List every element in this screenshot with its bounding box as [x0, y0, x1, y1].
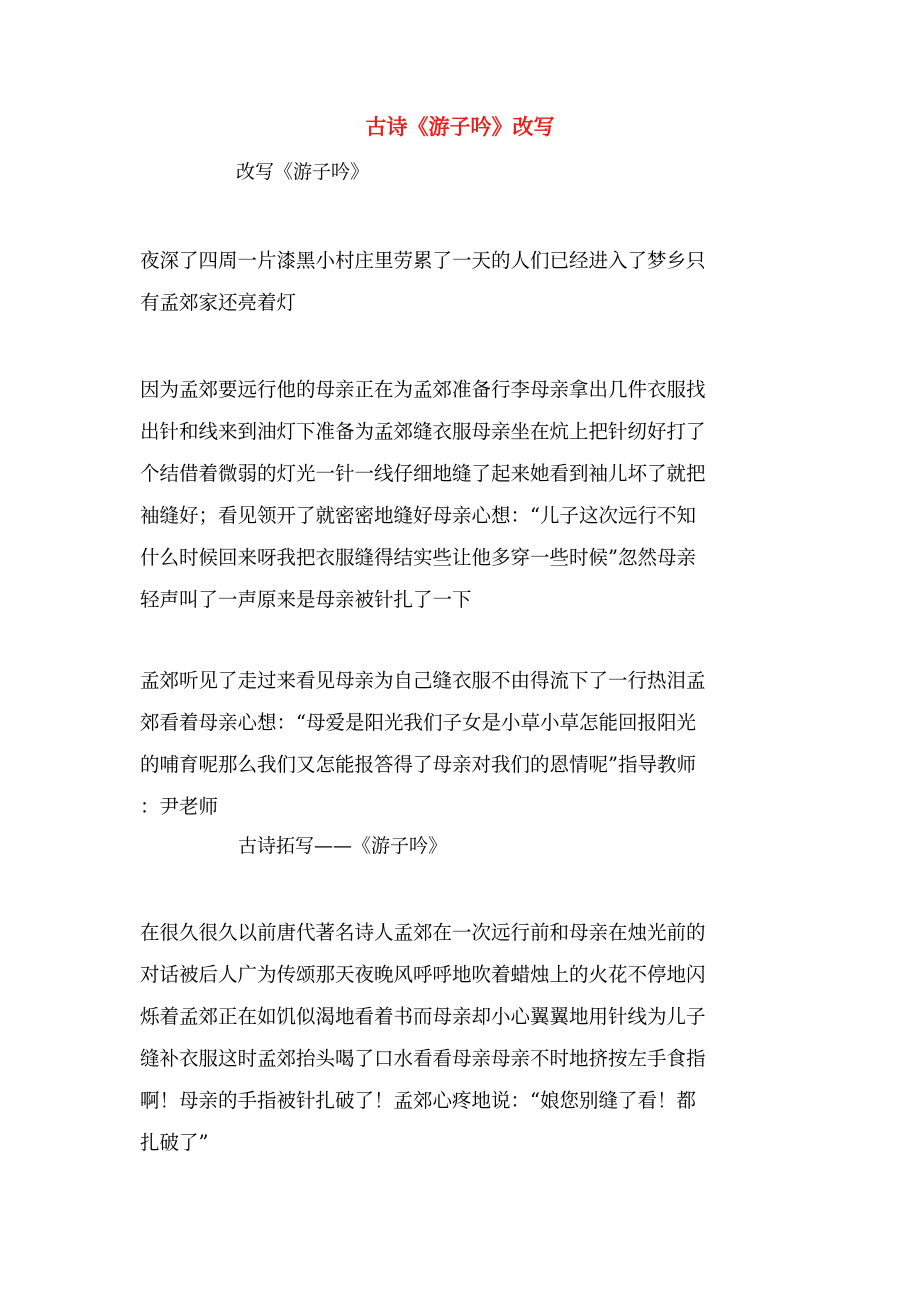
paragraph-line: 烁着孟郊正在如饥似渴地看着书而母亲却小心翼翼地用针线为儿子: [140, 1005, 706, 1028]
paragraph-line: ：尹老师: [140, 795, 219, 818]
paragraph-line: 夜深了四周一片漆黑小村庄里劳累了一天的人们已经进入了梦乡只: [140, 249, 706, 272]
paragraph-line: 在很久很久以前唐代著名诗人孟郊在一次远行前和母亲在烛光前的: [140, 921, 706, 944]
paragraph-line: 轻声叫了一声原来是母亲被针扎了一下: [140, 588, 472, 611]
paragraph-1: [140, 240, 780, 324]
paragraph-line: 郊看着母亲心想：“母爱是阳光我们子女是小草小草怎能回报阳光: [140, 711, 696, 734]
subheading-rewrite: 改写《游子吟》: [236, 161, 370, 183]
subheading-expansion: 古诗拓写——《游子吟》: [238, 835, 448, 857]
paragraph-3: [140, 660, 780, 828]
document-title: 古诗《游子吟》改写: [365, 114, 555, 139]
paragraph-line: 有孟郊家还亮着灯: [140, 291, 297, 314]
paragraph-line: 啊！母亲的手指被针扎破了！孟郊心疼地说：“娘您别缝了看！都: [140, 1089, 696, 1112]
paragraph-line: 对话被后人广为传颂那天夜晚风呼呼地吹着蜡烛上的火花不停地闪: [140, 963, 706, 986]
paragraph-line: 的哺育呢那么我们又怎能报答得了母亲对我们的恩情呢”指导教师: [140, 753, 696, 776]
paragraph-line: 孟郊听见了走过来看见母亲为自己缝衣服不由得流下了一行热泪孟: [140, 669, 706, 692]
paragraph-line: 缝补衣服这时孟郊抬头喝了口水看看母亲母亲不时地挤按左手食指: [140, 1047, 706, 1070]
paragraph-2: [140, 369, 780, 621]
paragraph-line: 出针和线来到油灯下准备为孟郊缝衣服母亲坐在炕上把针纫好打了: [140, 420, 706, 443]
paragraph-line: 因为孟郊要远行他的母亲正在为孟郊准备行李母亲拿出几件衣服找: [140, 378, 706, 401]
paragraph-line: 袖缝好；看见领开了就密密地缝好母亲心想：“儿子这次远行不知: [140, 504, 696, 527]
paragraph-line: 什么时候回来呀我把衣服缝得结实些让他多穿一些时候”忽然母亲: [140, 546, 696, 569]
paragraph-line: 个结借着微弱的灯光一针一线仔细地缝了起来她看到袖儿坏了就把: [140, 462, 706, 485]
paragraph-4: [140, 912, 780, 1164]
paragraph-line: 扎破了”: [140, 1131, 209, 1154]
